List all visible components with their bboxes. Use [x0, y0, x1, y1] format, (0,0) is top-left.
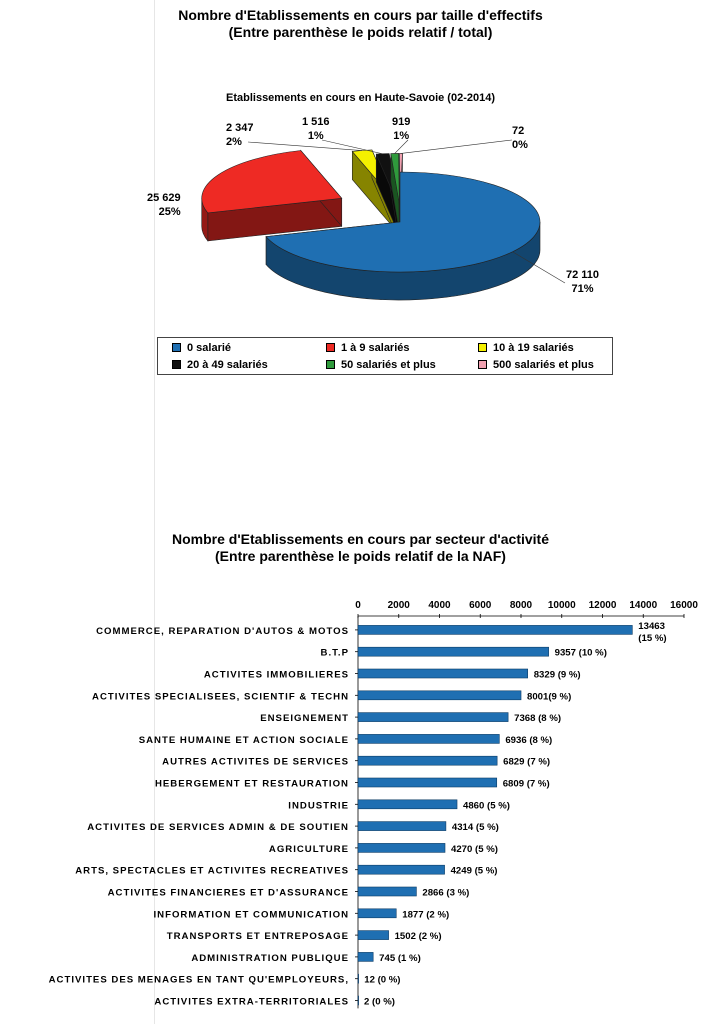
pie-label-pct: 0%	[512, 139, 528, 151]
legend-swatch	[326, 343, 335, 352]
bar	[358, 669, 528, 678]
data-label: 1502 (2 %)	[394, 931, 442, 943]
legend-item-0	[172, 341, 231, 355]
pie-label-pct: 71%	[571, 283, 594, 295]
pie-leader-line	[401, 140, 512, 153]
category-label: INDUSTRIE	[288, 800, 349, 812]
data-label: 2 (0 %)	[364, 996, 395, 1008]
data-label: 9357 (10 %)	[554, 647, 607, 659]
legend-swatch	[326, 360, 335, 369]
x-tick-label: 6000	[469, 600, 492, 611]
legend-swatch	[172, 343, 181, 352]
legend-swatch	[478, 343, 487, 352]
x-tick-label: 10000	[547, 600, 576, 611]
bar	[358, 843, 445, 852]
data-label: (15 %)	[638, 632, 667, 644]
pie-label-value: 919	[392, 116, 411, 128]
bar	[358, 756, 497, 765]
pie-label-value: 72	[512, 125, 525, 137]
legend-item-3	[172, 358, 268, 372]
category-label: ACTIVITES SPECIALISEES, SCIENTIF & TECHN	[92, 691, 349, 703]
pie-inner-title: Etablissements en cours en Haute-Savoie (02-2014)	[226, 92, 495, 104]
legend-swatch	[478, 360, 487, 369]
pie-label-pct: 25%	[158, 206, 181, 218]
pie-label-1-9	[147, 191, 181, 219]
bar	[358, 887, 416, 896]
bar-chart-subtitle: (Entre parenthèse le poids relatif de la NAF)	[215, 548, 506, 564]
pie-label-value: 72 110	[566, 269, 600, 281]
legend-label: 50 salariés et plus	[341, 359, 436, 371]
legend-item-5	[478, 358, 594, 372]
bar	[358, 865, 445, 874]
legend-label: 500 salariés et plus	[493, 359, 594, 371]
data-label: 8001(9 %)	[527, 691, 572, 703]
legend-item-4	[326, 358, 436, 372]
bar	[358, 931, 389, 940]
data-label: 13463	[638, 620, 665, 632]
bar	[358, 974, 359, 983]
bar	[358, 952, 373, 961]
category-label: ACTIVITES EXTRA-TERRITORIALES	[154, 996, 349, 1008]
bar	[358, 647, 549, 656]
bar	[358, 800, 457, 809]
category-label: AGRICULTURE	[268, 843, 349, 855]
bar	[358, 625, 632, 634]
x-tick-label: 0	[355, 600, 361, 611]
bar-chart	[0, 590, 721, 1015]
legend-item-2	[478, 341, 574, 355]
pie-label-0	[566, 268, 599, 296]
data-label: 745 (1 %)	[379, 952, 421, 964]
pie-slice-1	[202, 150, 342, 240]
legend-item-1	[326, 341, 410, 355]
data-label: 6809 (7 %)	[502, 778, 550, 790]
data-label: 8329 (9 %)	[533, 669, 581, 681]
pie-label-10-19	[226, 121, 254, 149]
pie-label-value: 2 347	[226, 122, 254, 134]
category-label: ACTIVITES IMMOBILIERES	[203, 669, 349, 681]
pie-chart	[0, 0, 721, 335]
pie-label-value: 1 516	[302, 116, 330, 128]
category-label: SANTE HUMAINE ET ACTION SOCIALE	[138, 734, 349, 746]
x-tick-label: 16000	[670, 600, 698, 611]
pie-label-500-plus	[512, 124, 528, 152]
pie-leader-line	[248, 142, 362, 151]
category-label: ENSEIGNEMENT	[260, 713, 349, 725]
bar	[358, 909, 396, 918]
category-label: AUTRES ACTIVITES DE SERVICES	[162, 756, 349, 768]
data-label: 2866 (3 %)	[422, 887, 470, 899]
bar	[358, 734, 499, 743]
legend-label: 1 à 9 salariés	[341, 342, 410, 354]
data-label: 4249 (5 %)	[450, 865, 498, 877]
x-tick-label: 2000	[387, 600, 410, 611]
legend-label: 20 à 49 salariés	[187, 359, 268, 371]
data-label: 4314 (5 %)	[451, 822, 499, 834]
category-label: ADMINISTRATION PUBLIQUE	[191, 952, 349, 964]
bar	[358, 996, 359, 1005]
data-label: 6829 (7 %)	[503, 756, 551, 768]
pie-chart-subtitle: (Entre parenthèse le poids relatif / total)	[228, 24, 493, 40]
bar	[358, 822, 446, 831]
category-label: COMMERCE, REPARATION D'AUTOS & MOTOS	[96, 625, 349, 637]
x-tick-label: 14000	[629, 600, 658, 611]
pie-label-pct: 1%	[307, 130, 324, 142]
bar	[358, 778, 497, 787]
legend-label: 10 à 19 salariés	[493, 342, 574, 354]
bar	[358, 691, 521, 700]
data-label: 4270 (5 %)	[451, 843, 498, 855]
category-label: B.T.P	[320, 647, 349, 659]
category-label: TRANSPORTS ET ENTREPOSAGE	[166, 931, 349, 943]
legend-label: 0 salarié	[187, 342, 232, 354]
pie-legend	[157, 337, 613, 375]
category-label: ARTS, SPECTACLES ET ACTIVITES RECREATIVES	[75, 865, 349, 877]
category-label: ACTIVITES DES MENAGES EN TANT QU'EMPLOYEURS,	[48, 974, 349, 986]
pie-label-value: 25 629	[147, 192, 181, 204]
data-label: 12 (0 %)	[364, 974, 401, 986]
legend-swatch	[172, 360, 181, 369]
pie-label-20-49	[302, 115, 330, 143]
data-label: 1877 (2 %)	[402, 909, 450, 921]
x-tick-label: 4000	[428, 600, 451, 611]
data-label: 7368 (8 %)	[514, 713, 562, 725]
pie-label-pct: 1%	[393, 130, 410, 142]
x-tick-label: 8000	[509, 600, 533, 611]
data-label: 4860 (5 %)	[463, 800, 510, 812]
bar-chart-title: Nombre d'Etablissements en cours par secteur d'activité	[171, 531, 549, 547]
category-label: ACTIVITES FINANCIERES ET D'ASSURANCE	[107, 887, 349, 899]
category-label: HEBERGEMENT ET RESTAURATION	[154, 778, 349, 790]
category-label: ACTIVITES DE SERVICES ADMIN & DE SOUTIEN	[87, 822, 349, 834]
x-tick-label: 12000	[588, 600, 617, 611]
pie-label-50-plus	[392, 115, 410, 143]
data-label: 6936 (8 %)	[505, 734, 553, 746]
bar	[358, 713, 508, 722]
pie-label-pct: 2%	[226, 136, 242, 148]
category-label: INFORMATION ET COMMUNICATION	[153, 909, 349, 921]
pie-chart-title: Nombre d'Etablissements en cours par taille d'effectifs	[178, 7, 543, 23]
